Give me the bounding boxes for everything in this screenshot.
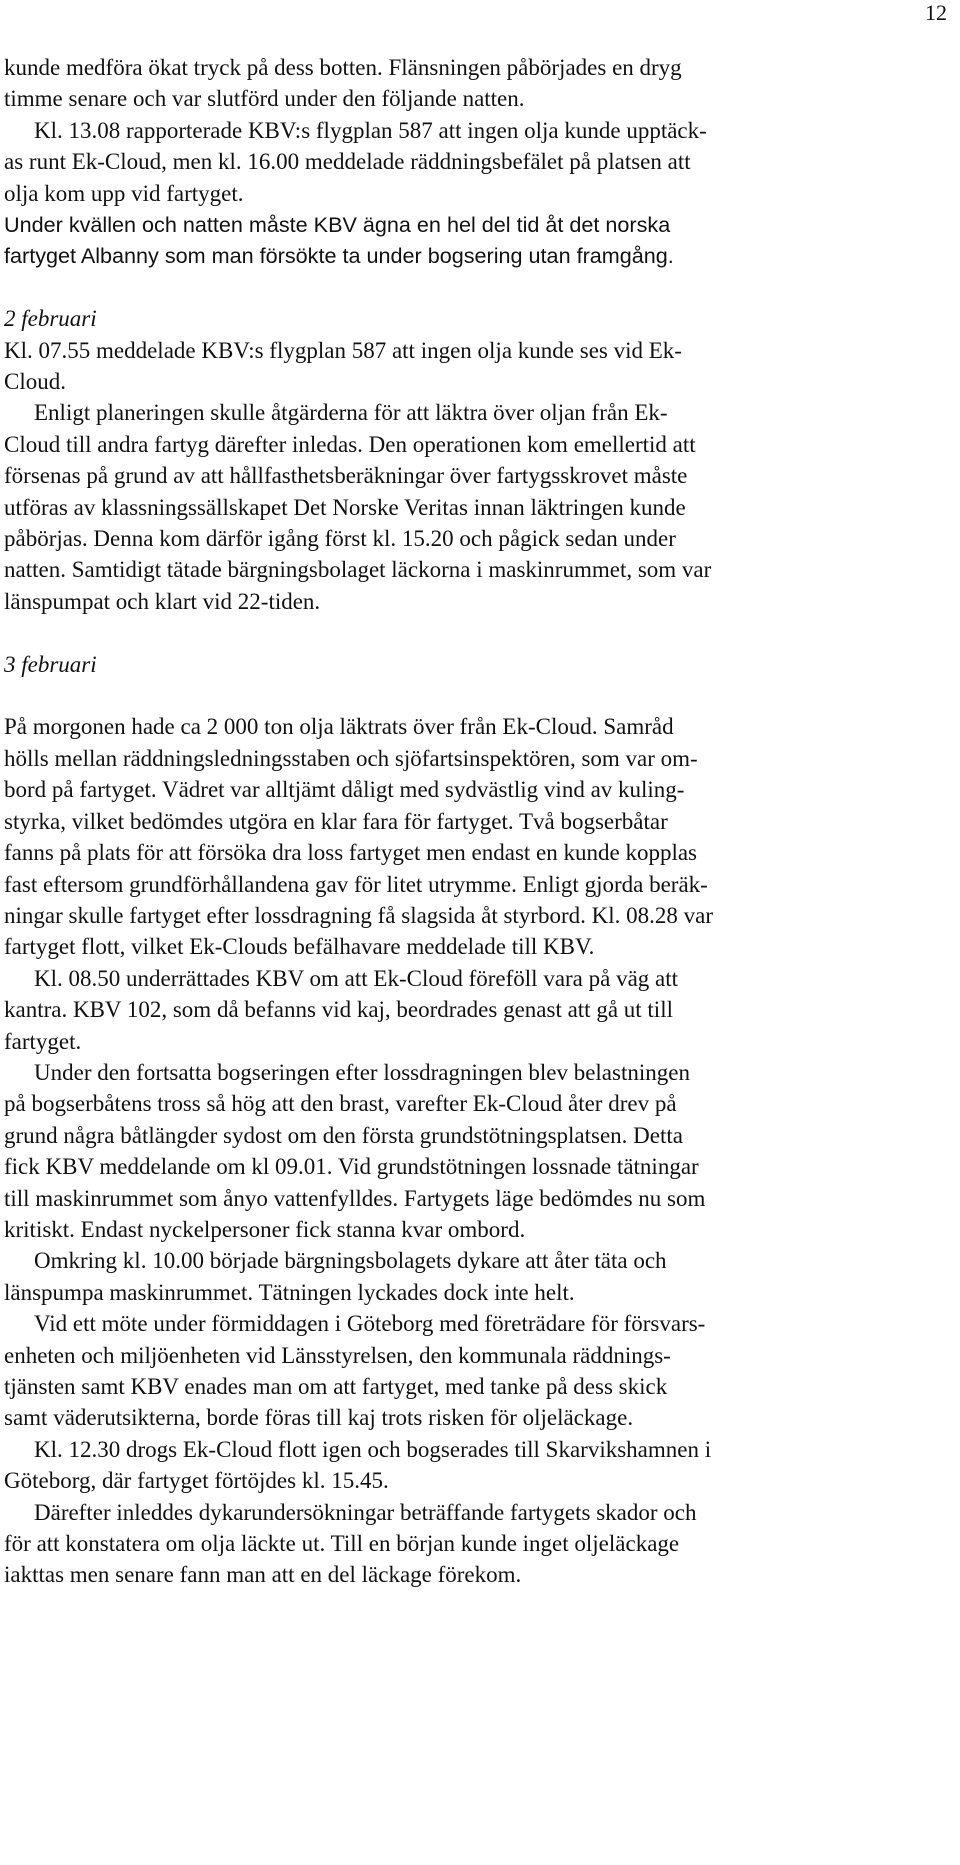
text-line: kritiskt. Endast nyckelpersoner fick stanna kvar ombord. <box>4 1216 526 1242</box>
text-line: iakttas men senare fann man att en del läckage förekom. <box>4 1562 522 1588</box>
text-line: försenas på grund av att hållfasthetsberäkningar över fartygsskrovet måste <box>4 463 688 489</box>
text-line: ningar skulle fartyget efter lossdragning få slagsida åt styrbord. Kl. 08.28 var <box>4 902 713 928</box>
text-line: timme senare och var slutförd under den följande natten. <box>4 86 525 112</box>
text-line: kantra. KBV 102, som då befanns vid kaj, beordrades genast att gå ut till <box>4 997 673 1023</box>
text-line: bord på fartyget. Vädret var alltjämt dåligt med sydvästlig vind av kuling- <box>4 777 685 803</box>
text-line: fanns på plats för att försöka dra loss fartyget men endast en kunde kopplas <box>4 840 697 866</box>
text-line: utföras av klassningssällskapet Det Norske Veritas innan läktringen kunde <box>4 494 686 520</box>
section-feb2 <box>4 303 804 617</box>
text-line: as runt Ek-Cloud, men kl. 16.00 meddelade räddningsbefälet på platsen att <box>4 149 691 175</box>
text-line: styrka, vilket bedömdes utgöra en klar fara för fartyget. Två bogserbåtar <box>4 808 668 834</box>
text-line: Vid ett möte under förmiddagen i Göteborg med företrädare för försvars- <box>34 1311 706 1337</box>
text-line: fast eftersom grundförhållandena gav för litet utrymme. Enligt gjorda beräk- <box>4 871 708 897</box>
text-line: påbörjas. Denna kom därför igång först kl. 15.20 och pågick sedan under <box>4 526 676 552</box>
text-line: enheten och miljöenheten vid Länsstyrelsen, den kommunala räddnings- <box>4 1342 671 1368</box>
text-line: länspumpa maskinrummet. Tätningen lyckades dock inte helt. <box>4 1279 575 1305</box>
text-line: länspumpat och klart vid 22-tiden. <box>4 588 321 614</box>
text-line: grund några båtlängder sydost om den första grundstötningsplatsen. Detta <box>4 1122 683 1148</box>
text-line: Cloud till andra fartyg därefter inledas. Den operationen kom emellertid att <box>4 431 696 457</box>
text-line: Därefter inleddes dykarundersökningar beträffande fartygets skador och <box>34 1499 697 1525</box>
text-line: natten. Samtidigt tätade bärgningsbolaget läckorna i maskinrummet, som var <box>4 557 712 583</box>
text-line: Under den fortsatta bogseringen efter lossdragningen blev belastningen <box>34 1059 690 1085</box>
document-body <box>4 52 804 1591</box>
text-line: fartyget Albanny som man försökte ta under bogsering utan framgång. <box>4 243 674 269</box>
text-line: fartyget flott, vilket Ek-Clouds befälhavare meddelade till KBV. <box>4 934 595 960</box>
text-line: för att konstatera om olja läckte ut. Till en början kunde inget oljeläckage <box>4 1531 680 1557</box>
section-heading: 3 februari <box>4 651 97 677</box>
section-heading: 2 februari <box>4 306 97 332</box>
text-line: Göteborg, där fartyget förtöjdes kl. 15.45. <box>4 1468 389 1494</box>
text-line: tjänsten samt KBV enades man om att fartyget, med tanke på dess skick <box>4 1374 668 1400</box>
text-line: kunde medföra ökat tryck på dess botten. Flänsningen påbörjades en dryg <box>4 55 682 80</box>
text-line: fick KBV meddelande om kl 09.01. Vid grundstötningen lossnade tätningar <box>4 1154 699 1180</box>
text-line: fartyget. <box>4 1028 82 1054</box>
text-line: på bogserbåtens tross så hög att den brast, varefter Ek-Cloud åter drev på <box>4 1091 677 1117</box>
text-line: På morgonen hade ca 2 000 ton olja läktrats över från Ek-Cloud. Samråd <box>4 714 674 740</box>
section-intro <box>4 52 804 272</box>
text-line: samt väderutsikterna, borde föras till kaj trots risken för oljeläckage. <box>4 1405 634 1431</box>
page-number: 12 <box>925 0 947 25</box>
text-line: Under kvällen och natten måste KBV ägna en hel del tid åt det norska <box>4 212 671 238</box>
text-line: Kl. 13.08 rapporterade KBV:s flygplan 587 att ingen olja kunde upptäck- <box>34 117 707 143</box>
text-line: Kl. 07.55 meddelade KBV:s flygplan 587 att ingen olja kunde ses vid Ek- <box>4 337 682 363</box>
section-feb3 <box>4 649 804 1591</box>
text-line: Kl. 12.30 drogs Ek-Cloud flott igen och bogserades till Skarvikshamnen i <box>34 1436 712 1462</box>
text-line: Kl. 08.50 underrättades KBV om att Ek-Cloud föreföll vara på väg att <box>34 965 679 991</box>
text-line: Omkring kl. 10.00 började bärgningsbolagets dykare att åter täta och <box>34 1248 667 1274</box>
text-line: olja kom upp vid fartyget. <box>4 180 244 206</box>
text-line: hölls mellan räddningsledningsstaben och sjöfartsinspektören, som var om- <box>4 745 698 771</box>
text-line: till maskinrummet som ånyo vattenfylldes. Fartygets läge bedömdes nu som <box>4 1185 706 1211</box>
text-line: Cloud. <box>4 369 66 395</box>
text-line: Enligt planeringen skulle åtgärderna för att läktra över oljan från Ek- <box>34 400 668 426</box>
